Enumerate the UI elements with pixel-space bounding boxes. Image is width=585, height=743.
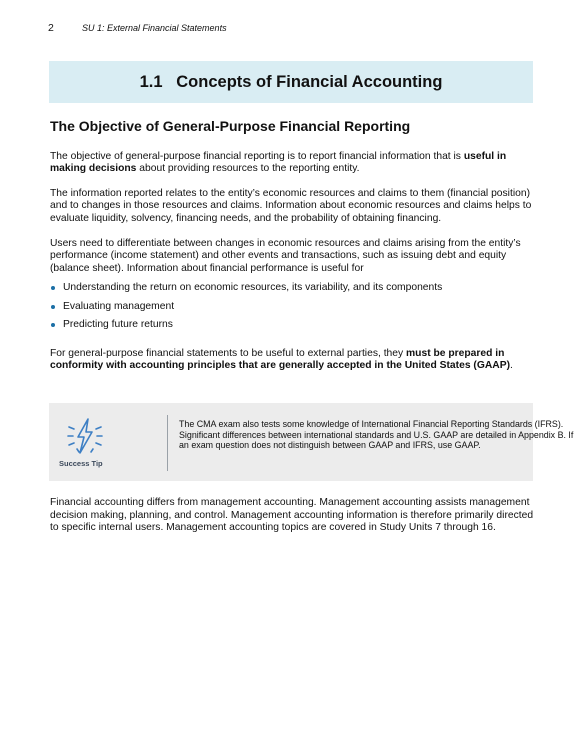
bullet-icon [51, 323, 55, 327]
tip-divider [167, 415, 168, 471]
list-item [50, 300, 534, 319]
running-head-title: SU 1: External Financial Statements [82, 23, 227, 33]
paragraph-objective [50, 151, 534, 176]
list-item-text: Understanding the return on economic resources, its variability, and its components [63, 282, 443, 294]
paragraph-gaap [50, 348, 534, 373]
tip-text: The CMA exam also tests some knowledge of International Financial Reporting Standards (IFRS). Significant differences between international standards and U.S. GAAP are detailed in Appendix B. If an exam question does not distinguish between GAAP and IFRS, use GAAP. [179, 419, 574, 451]
section-banner [49, 61, 533, 103]
running-head [48, 22, 227, 34]
success-tip-box [49, 403, 574, 481]
emphasis-text: useful in making decisions [50, 150, 507, 175]
text-run: For general-purpose financial statements to be useful to external parties, they [50, 347, 407, 359]
bullet-icon [51, 286, 55, 290]
section-title: 1.1 Concepts of Financial Accounting [139, 72, 443, 91]
paragraph-information: The information reported relates to the entity’s economic resources and claims to them (financial position) and to changes in those resources and claims. Information about economic resources and claims helps to evaluate liquidity, solvency, financing needs, and the probability of obtaining financing. [50, 187, 532, 224]
emphasis-text: must be prepared in conformity with accounting principles that are generally accepted in the United States (GAAP) [50, 347, 511, 372]
page-number: 2 [48, 22, 54, 34]
lightning-bolt-icon [66, 417, 104, 455]
list-item [50, 281, 534, 300]
list-item-text: Predicting future returns [63, 319, 173, 331]
success-tip-label: Success Tip [59, 459, 103, 468]
bullet-icon [51, 305, 55, 309]
main-content [50, 120, 534, 385]
text-run: about providing resources to the reporting entity. [136, 163, 360, 175]
text-run: . [510, 360, 513, 372]
subsection-heading: The Objective of General-Purpose Financial Reporting [50, 118, 411, 134]
text-run: The objective of general-purpose financial reporting is to report financial information that is [50, 150, 464, 162]
paragraph-users: Users need to differentiate between changes in economic resources and claims arising from the entity’s performance (income statement) and other events and transactions, such as issuing debt and equity (balance sheet). Information about financial performance is useful for [50, 237, 521, 274]
paragraph-closing: Financial accounting differs from management accounting. Management accounting assists management decision making, planning, and control. Management accounting information is therefore primarily directed to specific internal users. Management accounting topics are covered in Study Units 7 through 16. [50, 497, 534, 534]
list-item-text: Evaluating management [63, 300, 175, 312]
success-tip-badge [49, 403, 119, 481]
bullet-list [50, 281, 534, 337]
list-item [50, 318, 534, 337]
